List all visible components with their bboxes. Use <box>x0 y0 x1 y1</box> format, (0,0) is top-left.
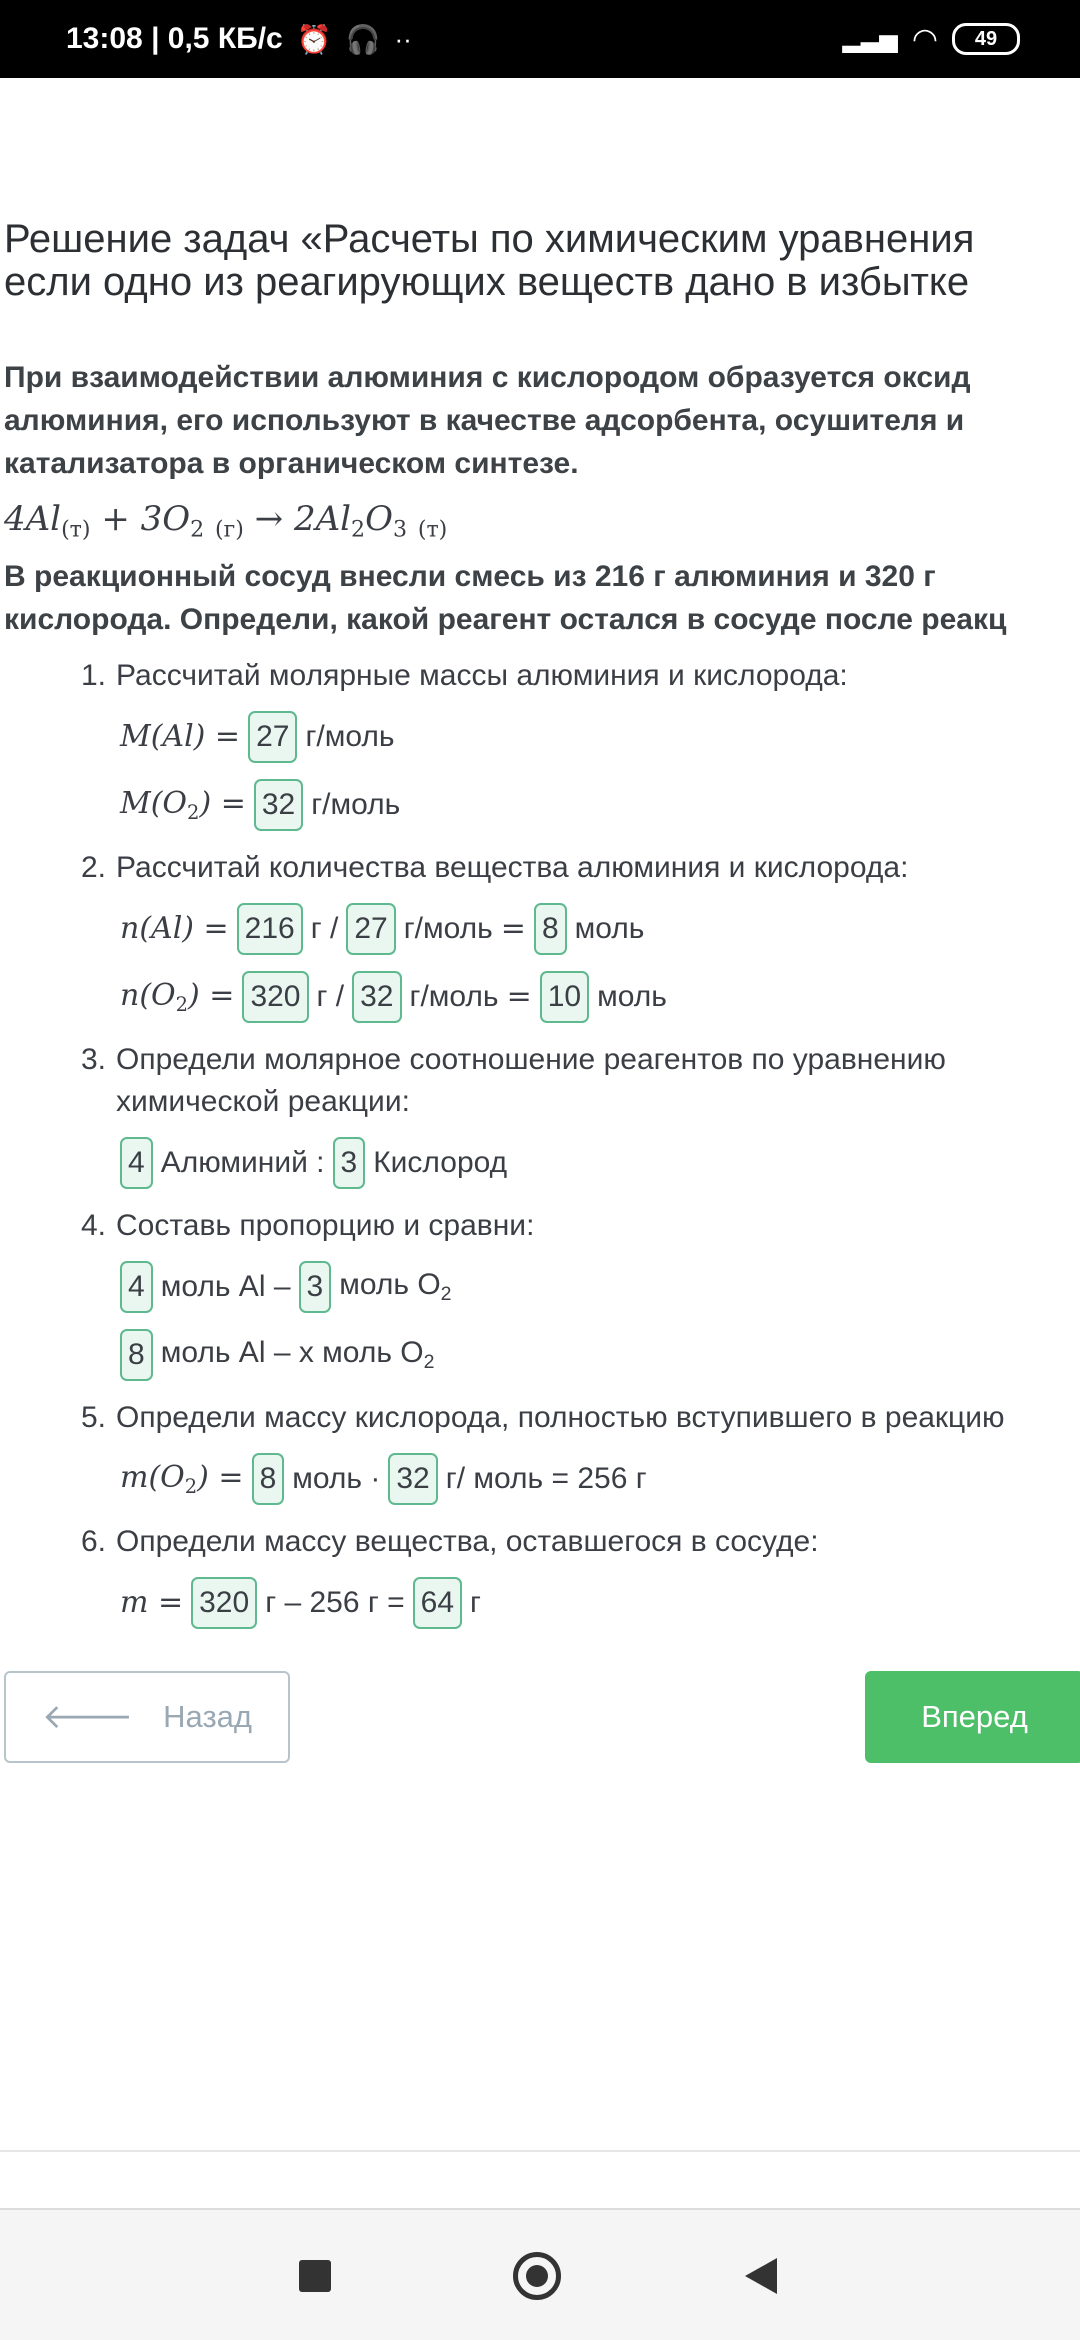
formula-n-o2: $n(O_2)$ = 320 г / 32 г/моль = 10 моль <box>120 969 1070 1025</box>
step-text: Рассчитай количества вещества алюминия и кислорода: <box>116 850 909 884</box>
step-number: 6. <box>80 1524 106 1558</box>
page-title-line2: если одно из реагирующих веществ дано в избытке <box>4 260 970 304</box>
formula-n-al: n(Al) = 216 г / 27 г/моль = 8 моль <box>120 901 1070 957</box>
page-title-line1: Решение задач «Расчеты по химическим уравнения <box>4 217 975 261</box>
step-number: 3. <box>80 1042 106 1076</box>
next-button[interactable]: Вперед <box>865 1671 1080 1763</box>
formula-proportion-2: 8 моль Al – x моль $O_2$ <box>120 1327 1070 1383</box>
step-number: 2. <box>80 850 106 884</box>
alarm-icon: ⏰ <box>296 23 332 55</box>
step-3 <box>4 1039 1070 1123</box>
step-4 <box>4 1205 1070 1247</box>
formula-mass-o2: $m(O_2)$ = 8 моль · 32 г/ моль = 256 г <box>120 1451 1070 1507</box>
step-text: Определи массу вещества, оставшегося в сосуде: <box>116 1524 819 1558</box>
answer-box[interactable]: 32 <box>388 1453 437 1505</box>
answer-box[interactable]: 32 <box>352 971 401 1023</box>
answer-box[interactable]: 8 <box>252 1453 285 1505</box>
answer-box[interactable]: 320 <box>191 1577 257 1629</box>
step-text: химической реакции: <box>116 1084 410 1118</box>
answer-box[interactable]: 8 <box>534 903 567 955</box>
formula-remaining-mass: m = 320 г – 256 г = 64 г <box>120 1575 1070 1631</box>
step-2 <box>4 847 1070 889</box>
home-circle-icon[interactable] <box>513 2252 561 2300</box>
answer-box[interactable]: 10 <box>540 971 589 1023</box>
intro-text <box>4 356 1070 485</box>
answer-box[interactable]: 320 <box>242 971 308 1023</box>
formula-ratio: 4 Алюминий : 3 Кислород <box>120 1135 1070 1191</box>
step-number: 4. <box>80 1208 106 1242</box>
answer-box[interactable]: 216 <box>237 903 303 955</box>
step-text: Рассчитай молярные массы алюминия и кислорода: <box>116 658 848 692</box>
headphones-icon: 🎧 <box>345 23 381 55</box>
back-triangle-icon[interactable] <box>745 2258 777 2294</box>
page-title <box>4 218 1070 304</box>
reaction-equation: $4Al_{(т)} + 3O_2$ $_{(г)} \to 2Al_2O_3$ $_{(т)}$ <box>4 499 448 543</box>
intro-line3: катализатора в органическом синтезе. <box>4 447 579 480</box>
task-text <box>4 555 1070 641</box>
wifi-icon: ◠ <box>911 22 938 56</box>
arrow-left-icon: 🡐 <box>41 1698 134 1737</box>
intro-line2: алюминия, его используют в качестве адсорбента, осушителя и <box>4 404 965 437</box>
navigation-buttons <box>4 1671 1070 1763</box>
step-number: 1. <box>80 658 106 692</box>
answer-box[interactable]: 32 <box>254 779 303 831</box>
task-line1: В реакционный сосуд внесли смесь из 216 г алюминия и 320 г <box>4 559 936 593</box>
formula-m-o2: $M(O_2)$ = 32 г/моль <box>120 777 1070 833</box>
answer-box[interactable]: 3 <box>333 1137 366 1189</box>
answer-box[interactable]: 8 <box>120 1329 153 1381</box>
more-dots-icon: ·· <box>394 23 412 54</box>
step-text: Определи молярное соотношение реагентов по уравнению <box>116 1042 946 1076</box>
answer-box[interactable]: 3 <box>299 1261 332 1313</box>
back-button[interactable]: 🡐 Назад <box>4 1671 290 1763</box>
formula-proportion-1: 4 моль Al – 3 моль $O_2$ <box>120 1259 1070 1315</box>
intro-line1: При взаимодействии алюминия с кислородом образуется оксид <box>4 361 971 394</box>
status-bar <box>0 0 1080 78</box>
battery-indicator: 49 <box>952 23 1020 55</box>
task-line2: кислорода. Определи, какой реагент остался в сосуде после реакц <box>4 602 1007 636</box>
answer-box[interactable]: 27 <box>346 903 395 955</box>
answer-box[interactable]: 4 <box>120 1261 153 1313</box>
step-text: Составь пропорцию и сравни: <box>116 1208 535 1242</box>
answer-box[interactable]: 64 <box>413 1577 462 1629</box>
formula-m-al: M(Al) = 27 г/моль <box>120 709 1070 765</box>
system-nav-bar <box>0 2208 1080 2340</box>
step-5 <box>4 1397 1070 1439</box>
status-time: 13:08 | 0,5 КБ/с <box>66 22 283 55</box>
divider <box>0 2150 1080 2152</box>
step-1 <box>4 655 1070 697</box>
answer-box[interactable]: 4 <box>120 1137 153 1189</box>
answer-box[interactable]: 27 <box>248 711 297 763</box>
signal-icon: ▂▃▅ <box>842 25 898 53</box>
step-text: Определи массу кислорода, полностью вступившего в реакцию <box>116 1400 1005 1434</box>
step-number: 5. <box>80 1400 106 1434</box>
step-6 <box>4 1521 1070 1563</box>
recents-square-icon[interactable] <box>299 2260 331 2292</box>
